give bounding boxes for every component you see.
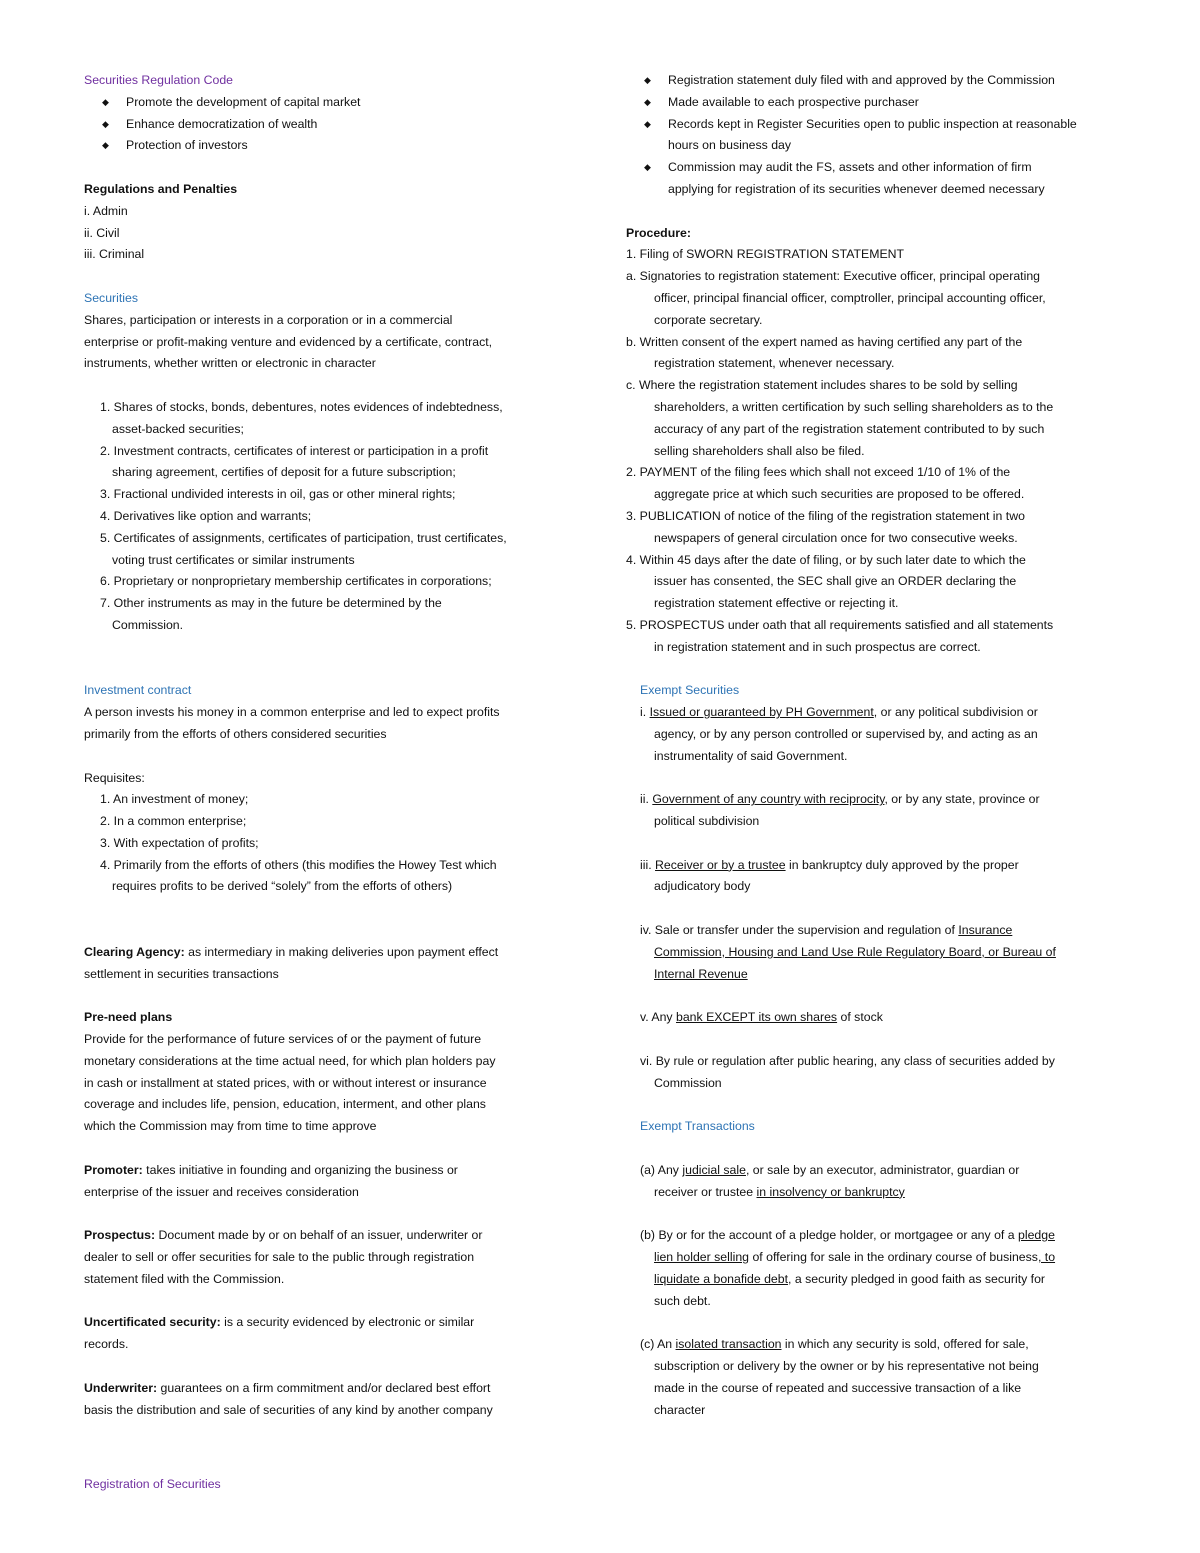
list-item: 3. With expectation of profits;	[100, 835, 259, 850]
definition-clearing-agency: Clearing Agency: as intermediary in making deliveries upon payment effect	[84, 944, 499, 959]
procedure-step: b. Written consent of the expert named as having certified any part of the	[626, 334, 1023, 349]
paragraph-line: coverage and includes life, pension, education, interment, and other plans	[84, 1097, 486, 1112]
paragraph-line: basis the distribution and sale of securities of any kind by another company	[84, 1402, 493, 1417]
exempt-transaction-cont: liquidate a bonafide debt, a security pledged in good faith as security for	[654, 1271, 1046, 1286]
exempt-item-v: v. Any bank EXCEPT its own shares of stock	[640, 1010, 883, 1025]
list-item: 2. Investment contracts, certificates of interest or participation in a profit	[100, 443, 489, 458]
list-item: 7. Other instruments as may in the future be determined by the	[100, 596, 442, 611]
definition-uncertificated-security: Uncertificated security: is a security evidenced by electronic or similar	[84, 1315, 475, 1330]
paragraph-line: settlement in securities transactions	[84, 966, 279, 981]
exempt-item-cont: instrumentality of said Government.	[654, 748, 848, 763]
diamond-bullet-icon: ◆	[102, 96, 109, 107]
exempt-transaction-a: (a) Any judicial sale, or sale by an executor, administrator, guardian or	[640, 1162, 1020, 1177]
heading-registration-of-securities: Registration of Securities	[84, 1477, 221, 1491]
paragraph-line: in cash or installment at stated prices, with or without interest or insurance	[84, 1075, 487, 1090]
heading-securities-regulation-code: Securities Regulation Code	[84, 73, 234, 87]
exempt-item-cont: Commission	[654, 1075, 722, 1090]
procedure-step-cont: shareholders, a written certification by such selling shareholders as to the	[654, 399, 1054, 414]
list-item-cont: Commission.	[112, 617, 184, 632]
exempt-item-cont: political subdivision	[654, 814, 760, 829]
list-item: 6. Proprietary or nonproprietary membership certificates in corporations;	[100, 574, 492, 589]
exempt-transaction-cont: character	[654, 1402, 706, 1417]
exempt-transaction-cont: such debt.	[654, 1293, 711, 1308]
exempt-item-cont: Commission, Housing and Land Use Rule Regulatory Board, or Bureau of	[654, 944, 1056, 959]
procedure-step: 2. PAYMENT of the filing fees which shall not exceed 1/10 of 1% of the	[626, 465, 1011, 480]
procedure-step-cont: issuer has consented, the SEC shall give an ORDER declaring the	[654, 574, 1017, 589]
procedure-step: 4. Within 45 days after the date of filing, or by such later date to which the	[626, 552, 1026, 567]
exempt-item-cont: Internal Revenue	[654, 966, 748, 981]
paragraph-line: records.	[84, 1337, 129, 1352]
exempt-item-ii: ii. Government of any country with reciprocity, or by any state, province or	[640, 792, 1040, 807]
diamond-bullet-icon: ◆	[102, 118, 109, 129]
heading-exempt-securities: Exempt Securities	[640, 683, 740, 698]
procedure-step-cont: registration statement effective or rejecting it.	[654, 596, 899, 611]
diamond-bullet-icon: ◆	[644, 75, 651, 85]
right-column	[626, 70, 1132, 1421]
bullet-item-cont: applying for registration of its securities whenever deemed necessary	[668, 181, 1045, 196]
bullet-item: ◆ Promote the development of capital market	[84, 92, 584, 114]
paragraph-line: monetary considerations at the time actual need, for which plan holders pay	[84, 1053, 496, 1068]
procedure-step: 1. Filing of SWORN REGISTRATION STATEMENT	[626, 247, 905, 262]
exempt-item-vi: vi. By rule or regulation after public hearing, any class of securities added by	[640, 1053, 1055, 1068]
paragraph-line: Provide for the performance of future services of or the payment of future	[84, 1032, 482, 1047]
exempt-transaction-cont: receiver or trustee in insolvency or bankruptcy	[654, 1184, 905, 1199]
left-column	[84, 70, 584, 1421]
bullet-item-cont: hours on business day	[668, 138, 792, 153]
exempt-transaction-c: (c) An isolated transaction in which any security is sold, offered for sale,	[640, 1337, 1029, 1352]
list-item: 5. Certificates of assignments, certificates of participation, trust certificates,	[100, 530, 507, 545]
procedure-step-cont: accuracy of any part of the registration statement contributed to by such	[654, 421, 1045, 436]
heading-requisites: Requisites:	[84, 770, 145, 785]
list-item: 2. In a common enterprise;	[100, 814, 247, 829]
bullet-item: ◆ Records kept in Register Securities open to public inspection at reasonable	[626, 114, 1132, 136]
paragraph-line: statement filed with the Commission.	[84, 1271, 285, 1286]
definition-prospectus: Prospectus: Document made by or on behalf of an issuer, underwriter or	[84, 1228, 483, 1243]
heading-securities: Securities	[84, 290, 138, 305]
procedure-step-cont: in registration statement and in such prospectus are correct.	[654, 639, 981, 654]
heading-investment-contract: Investment contract	[84, 683, 192, 698]
list-item-cont: voting trust certificates or similar instruments	[112, 552, 355, 567]
bullet-item: ◆ Enhance democratization of wealth	[84, 114, 584, 136]
list-item: i. Admin	[84, 203, 128, 218]
list-item: 3. Fractional undivided interests in oil, gas or other mineral rights;	[100, 487, 456, 502]
paragraph-line: which the Commission may from time to time approve	[84, 1119, 377, 1134]
heading-exempt-transactions: Exempt Transactions	[640, 1119, 755, 1134]
paragraph-line: primarily from the efforts of others considered securities	[84, 726, 387, 741]
bullet-item: ◆ Registration statement duly filed with and approved by the Commission	[626, 70, 1132, 92]
list-item: ii. Civil	[84, 225, 120, 240]
paragraph-line: enterprise or profit-making venture and evidenced by a certificate, contract,	[84, 334, 493, 349]
exempt-transaction-b: (b) By or for the account of a pledge holder, or mortgagee or any of a pledge	[640, 1228, 1055, 1243]
list-item: iii. Criminal	[84, 247, 145, 262]
bullet-item: ◆ Commission may audit the FS, assets and other information of firm	[626, 157, 1132, 179]
exempt-transaction-cont: subscription or delivery by the owner or by his representative not being	[654, 1359, 1039, 1374]
list-item-cont: requires profits to be derived “solely” from the efforts of others)	[112, 879, 453, 894]
procedure-step: a. Signatories to registration statement: Executive officer, principal operating	[626, 269, 1040, 284]
list-item: 4. Derivatives like option and warrants;	[100, 508, 312, 523]
list-item-cont: asset-backed securities;	[112, 421, 244, 436]
diamond-bullet-icon: ◆	[644, 162, 651, 173]
diamond-bullet-icon: ◆	[102, 140, 109, 151]
paragraph-line: dealer to sell or offer securities for sale to the public through registration	[84, 1250, 475, 1265]
heading-regulations-penalties: Regulations and Penalties	[84, 181, 238, 196]
heading-procedure: Procedure:	[626, 225, 691, 240]
heading-pre-need-plans: Pre-need plans	[84, 1010, 173, 1025]
exempt-item-cont: adjudicatory body	[654, 879, 751, 894]
list-item: 1. Shares of stocks, bonds, debentures, notes evidences of indebtedness,	[100, 399, 503, 414]
paragraph-line: A person invests his money in a common enterprise and led to expect profits	[84, 705, 500, 720]
procedure-step-cont: registration statement, whenever necessary.	[654, 356, 895, 371]
exempt-transaction-cont: made in the course of repeated and successive transaction of a like	[654, 1380, 1022, 1395]
exempt-item-i: i. Issued or guaranteed by PH Government, or any political subdivision or	[640, 705, 1038, 720]
exempt-item-iv: iv. Sale or transfer under the supervision and regulation of Insurance	[640, 923, 1013, 938]
procedure-step: c. Where the registration statement includes shares to be sold by selling	[626, 378, 1018, 393]
diamond-bullet-icon: ◆	[644, 96, 651, 107]
procedure-step-cont: officer, principal financial officer, comptroller, principal accounting officer,	[654, 290, 1046, 305]
definition-promoter: Promoter: takes initiative in founding and organizing the business or	[84, 1162, 458, 1177]
procedure-step: 3. PUBLICATION of notice of the filing of the registration statement in two	[626, 508, 1025, 523]
exempt-item-cont: agency, or by any person controlled or supervised by, and acting as an	[654, 726, 1038, 741]
bullet-item: ◆ Made available to each prospective purchaser	[626, 92, 1132, 114]
list-item-cont: sharing agreement, certifies of deposit for a future subscription;	[112, 465, 456, 480]
paragraph-line: enterprise of the issuer and receives consideration	[84, 1184, 359, 1199]
paragraph-line: instruments, whether written or electronic in character	[84, 356, 376, 371]
definition-underwriter: Underwriter: guarantees on a firm commitment and/or declared best effort	[84, 1380, 491, 1395]
procedure-step: 5. PROSPECTUS under oath that all requirements satisfied and all statements	[626, 617, 1054, 632]
procedure-step-cont: selling shareholders shall also be filed.	[654, 443, 865, 458]
exempt-transaction-cont: lien holder selling of offering for sale in the ordinary course of business, to	[654, 1250, 1056, 1265]
procedure-step-cont: aggregate price at which such securities are proposed to be offered.	[654, 487, 1025, 502]
exempt-item-iii: iii. Receiver or by a trustee in bankruptcy duly approved by the proper	[640, 857, 1019, 872]
procedure-step-cont: corporate secretary.	[654, 312, 763, 327]
list-item: 4. Primarily from the efforts of others (this modifies the Howey Test which	[100, 857, 497, 872]
list-item: 1. An investment of money;	[100, 792, 249, 807]
diamond-bullet-icon: ◆	[644, 118, 651, 129]
paragraph-line: Shares, participation or interests in a corporation or in a commercial	[84, 312, 453, 327]
bullet-item: ◆ Protection of investors	[84, 135, 584, 157]
procedure-step-cont: newspapers of general circulation once for two consecutive weeks.	[654, 530, 1018, 545]
